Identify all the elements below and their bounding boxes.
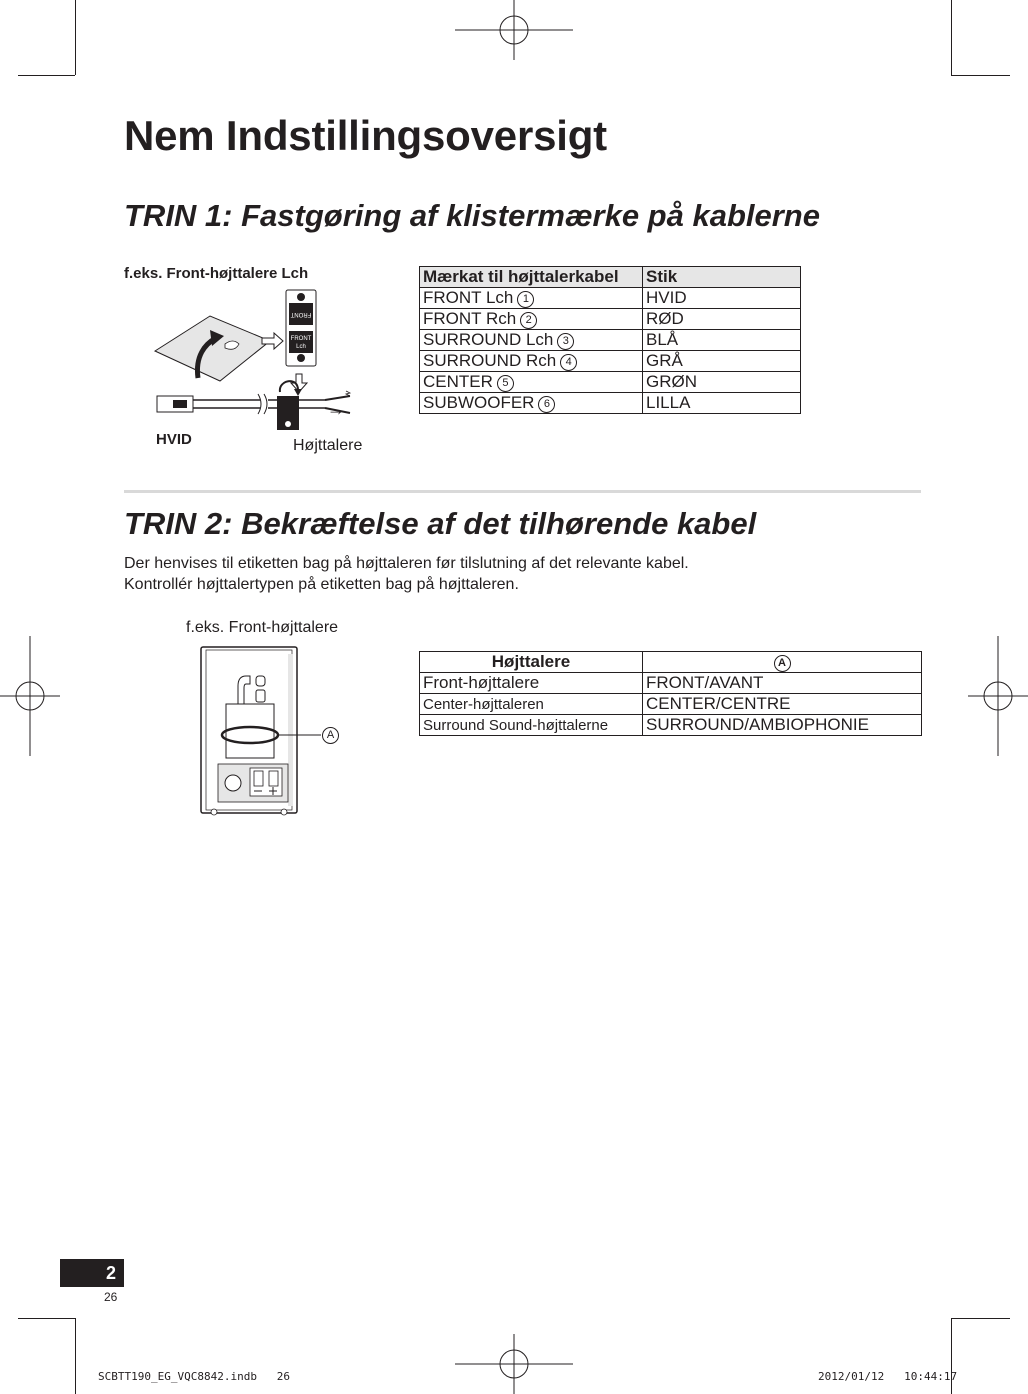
speaker-type-table — [419, 651, 922, 736]
table-row — [420, 330, 801, 351]
crop-mark — [75, 0, 76, 75]
page-title: Nem Indstillingsoversigt — [124, 112, 607, 159]
number-badge: 5 — [497, 375, 514, 392]
table-row — [420, 309, 801, 330]
cable-label: FRONT Lch — [423, 288, 514, 307]
registration-mark-left — [0, 636, 60, 756]
callout-badge — [322, 727, 339, 744]
sticker-text-flipped: FRONT — [290, 311, 312, 317]
callout-letter: A — [774, 655, 791, 672]
label-cell: CENTER/CENTRE — [643, 694, 922, 715]
column-header — [643, 652, 922, 673]
step2-heading: TRIN 2: Bekræftelse af det tilhørende kabel — [124, 506, 757, 541]
plug-color-cell: BLÅ — [643, 330, 801, 351]
crop-mark — [951, 1318, 1010, 1319]
cable-label: CENTER — [423, 372, 493, 391]
crop-mark — [951, 75, 1010, 76]
sticker-text-line2: Lch — [296, 344, 306, 350]
number-badge: 1 — [517, 291, 534, 308]
cable-label-cell — [420, 351, 643, 372]
cable-label: SUBWOOFER — [423, 393, 535, 412]
label-cell: FRONT/AVANT — [643, 673, 922, 694]
step1-example-caption: f.eks. Front-højttalere Lch — [124, 265, 309, 282]
page-sub-number: 26 — [104, 1290, 118, 1304]
plug-color-cell: HVID — [643, 288, 801, 309]
cable-label-cell — [420, 309, 643, 330]
plug-color-cell: LILLA — [643, 393, 801, 414]
cable-label: FRONT Rch — [423, 309, 517, 328]
label-hvid: HVID — [156, 431, 192, 448]
step2-paragraph-1: Der henvises til etiketten bag på højttaleren før tilslutning af det relevante kabel. — [124, 555, 689, 572]
table-header-row — [420, 267, 801, 288]
number-badge: 4 — [560, 354, 577, 371]
crop-mark — [18, 1318, 75, 1319]
table-header-row — [420, 652, 922, 673]
label-speaker: Højttalere — [293, 437, 363, 454]
plug-color-cell: RØD — [643, 309, 801, 330]
section-divider — [124, 490, 921, 493]
cable-label-cell — [420, 393, 643, 414]
step2-paragraph-2: Kontrollér højttalertypen på etiketten bag på højttaleren. — [124, 576, 519, 593]
step2-example-caption: f.eks. Front-højttalere — [186, 619, 339, 636]
speaker-cell: Front-højttalere — [420, 673, 643, 694]
label-cell: SURROUND/AMBIOPHONIE — [643, 715, 922, 736]
table-row — [420, 694, 922, 715]
plug-color-cell: GRØN — [643, 372, 801, 393]
table-row — [420, 673, 922, 694]
table-row — [420, 372, 801, 393]
callout-letter: A — [326, 729, 335, 741]
sticker-table — [419, 266, 801, 414]
crop-mark — [18, 75, 75, 76]
cable-label-cell — [420, 372, 643, 393]
cable-label: SURROUND Rch — [423, 351, 557, 370]
registration-mark-right — [968, 636, 1028, 756]
crop-mark — [951, 0, 952, 75]
cable-label-cell — [420, 330, 643, 351]
registration-mark-bottom — [455, 1334, 573, 1394]
crop-mark — [75, 1318, 76, 1394]
table-row — [420, 351, 801, 372]
number-badge: 6 — [538, 396, 555, 413]
cable-label-cell — [420, 288, 643, 309]
table-row — [420, 288, 801, 309]
sticker-text-line1: FRONT — [290, 336, 312, 342]
page-number: 2 — [60, 1259, 124, 1287]
plug-color-cell: GRÅ — [643, 351, 801, 372]
number-badge: 2 — [520, 312, 537, 329]
column-header: Højttalere — [420, 652, 643, 673]
column-header: Stik — [643, 267, 801, 288]
step1-heading: TRIN 1: Fastgøring af klistermærke på kablerne — [124, 198, 820, 233]
table-row — [420, 715, 922, 736]
arrow-right-icon: → — [327, 399, 345, 419]
column-header: Mærkat til højttalerkabel — [420, 267, 643, 288]
table-row — [420, 393, 801, 414]
registration-mark-top — [455, 0, 573, 60]
cable-label: SURROUND Lch — [423, 330, 554, 349]
footer-file-info: SCBTT190_EG_VQC8842.indb 26 — [98, 1370, 291, 1383]
speaker-cell: Center-højttaleren — [420, 694, 643, 715]
number-badge: 3 — [557, 333, 574, 350]
footer-timestamp: 2012/01/12 10:44:17 — [818, 1370, 958, 1383]
speaker-cell: Surround Sound-højttalerne — [420, 715, 643, 736]
